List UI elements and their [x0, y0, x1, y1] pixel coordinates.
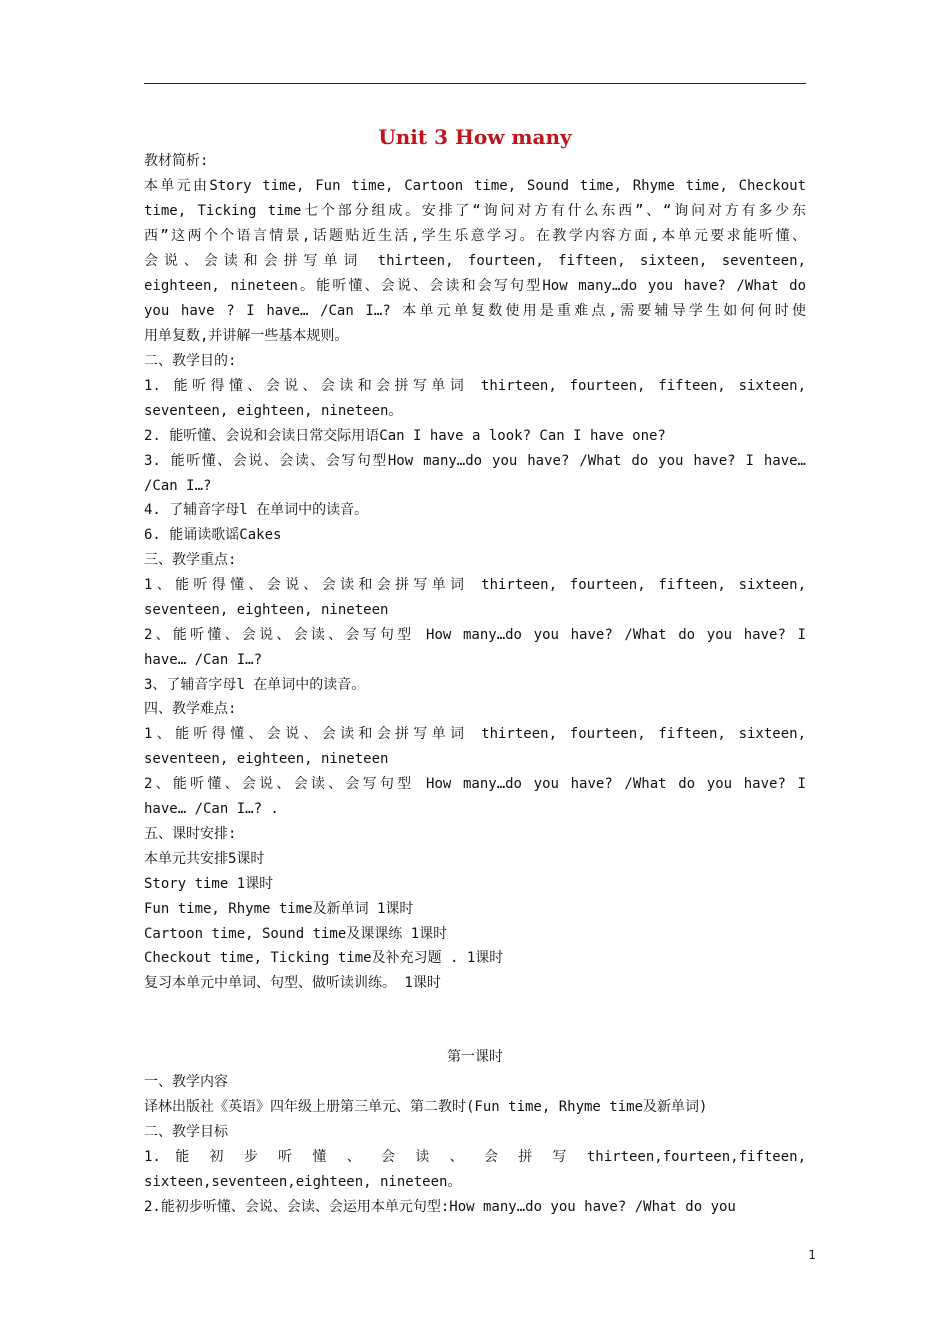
text-line: have… /Can I…?: [144, 652, 263, 668]
text-line: sixteen,seventeen,eighteen, nineteen。: [144, 1174, 462, 1190]
text-line: Story time 1课时: [144, 876, 274, 892]
text-line: 本单元由Story time, Fun time, Cartoon time, Sound time, Rhyme time, Checkout: [144, 178, 806, 194]
text-line: 2、能听懂、会说、会读、会写句型 How many…do you have? /What do you have? I: [144, 627, 806, 643]
text-line: Checkout time, Ticking time及补充习题 . 1课时: [144, 950, 504, 966]
text-line: 本单元共安排5课时: [144, 851, 265, 867]
text-line: 三、教学重点:: [144, 552, 237, 568]
page-number: 1: [808, 1248, 816, 1262]
text-line: seventeen, eighteen, nineteen: [144, 751, 389, 767]
text-line: 教材简析:: [144, 153, 209, 169]
text-line: 会说、会读和会拼写单词 thirteen, fourteen, fifteen, sixteen, seventeen,: [144, 253, 806, 269]
text-line: you have ? I have… /Can I…? 本单元单复数使用是重难点,需要辅导学生如何何时使: [144, 303, 806, 319]
text-line: 二、教学目的:: [144, 353, 237, 369]
text-line: 1、能听得懂、会说、会读和会拼写单词 thirteen, fourteen, fifteen, sixteen,: [144, 726, 806, 742]
text-line: 3、了辅音字母l 在单词中的读音。: [144, 677, 366, 693]
text-line: 一、教学内容: [144, 1074, 228, 1090]
text-line: seventeen, eighteen, nineteen: [144, 602, 389, 618]
text-line: 五、课时安排:: [144, 826, 237, 842]
text-line: 西”这两个个语言情景,话题贴近生活,学生乐意学习。在教学内容方面,本单元要求能听懂、: [144, 228, 806, 244]
text-line: seventeen, eighteen, nineteen。: [144, 403, 403, 419]
text-line: Cartoon time, Sound time及课课练 1课时: [144, 926, 448, 942]
text-line: 2.能初步听懂、会说、会读、会运用本单元句型:How many…do you have? /What do you: [144, 1199, 736, 1215]
text-line: Fun time, Rhyme time及新单词 1课时: [144, 901, 414, 917]
text-line: 1. 能听得懂、会说、会读和会拼写单词 thirteen, fourteen, fifteen, sixteen,: [144, 378, 806, 394]
text-line: 二、教学目标: [144, 1124, 228, 1140]
text-line: 复习本单元中单词、句型、做听读训练。 1课时: [144, 975, 441, 991]
text-line: 3. 能听懂、会说、会读、会写句型How many…do you have? /What do you have? I have…: [144, 453, 806, 469]
section-heading: 第一课时: [447, 1049, 503, 1065]
text-line: 1、能听得懂、会说、会读和会拼写单词 thirteen, fourteen, fifteen, sixteen,: [144, 577, 806, 593]
text-line: 2、能听懂、会说、会读、会写句型 How many…do you have? /What do you have? I: [144, 776, 806, 792]
text-line: 译林出版社《英语》四年级上册第三单元、第二教时(Fun time, Rhyme time及新单词): [144, 1099, 708, 1115]
text-line: eighteen, nineteen。能听懂、会说、会读和会写句型How many…do you have? /What do: [144, 278, 806, 294]
text-line: 1. 能 初 步 听 懂 、 会 读 、 会 拼 写 thirteen,fourteen,fifteen,: [144, 1149, 806, 1165]
text-line: 用单复数,并讲解一些基本规则。: [144, 328, 349, 344]
text-line: time, Ticking time七个部分组成。安排了“询问对方有什么东西”、“询问对方有多少东: [144, 203, 806, 219]
header-rule: [144, 83, 806, 84]
text-line: have… /Can I…? .: [144, 801, 279, 817]
text-line: /Can I…?: [144, 478, 212, 494]
text-line: 6. 能诵读歌谣Cakes: [144, 527, 282, 543]
text-line: 2. 能听懂、会说和会读日常交际用语Can I have a look? Can I have one?: [144, 428, 666, 444]
page-title: Unit 3 How many: [378, 125, 572, 149]
text-line: 四、教学难点:: [144, 701, 237, 717]
text-line: 4. 了辅音字母l 在单词中的读音。: [144, 502, 369, 518]
